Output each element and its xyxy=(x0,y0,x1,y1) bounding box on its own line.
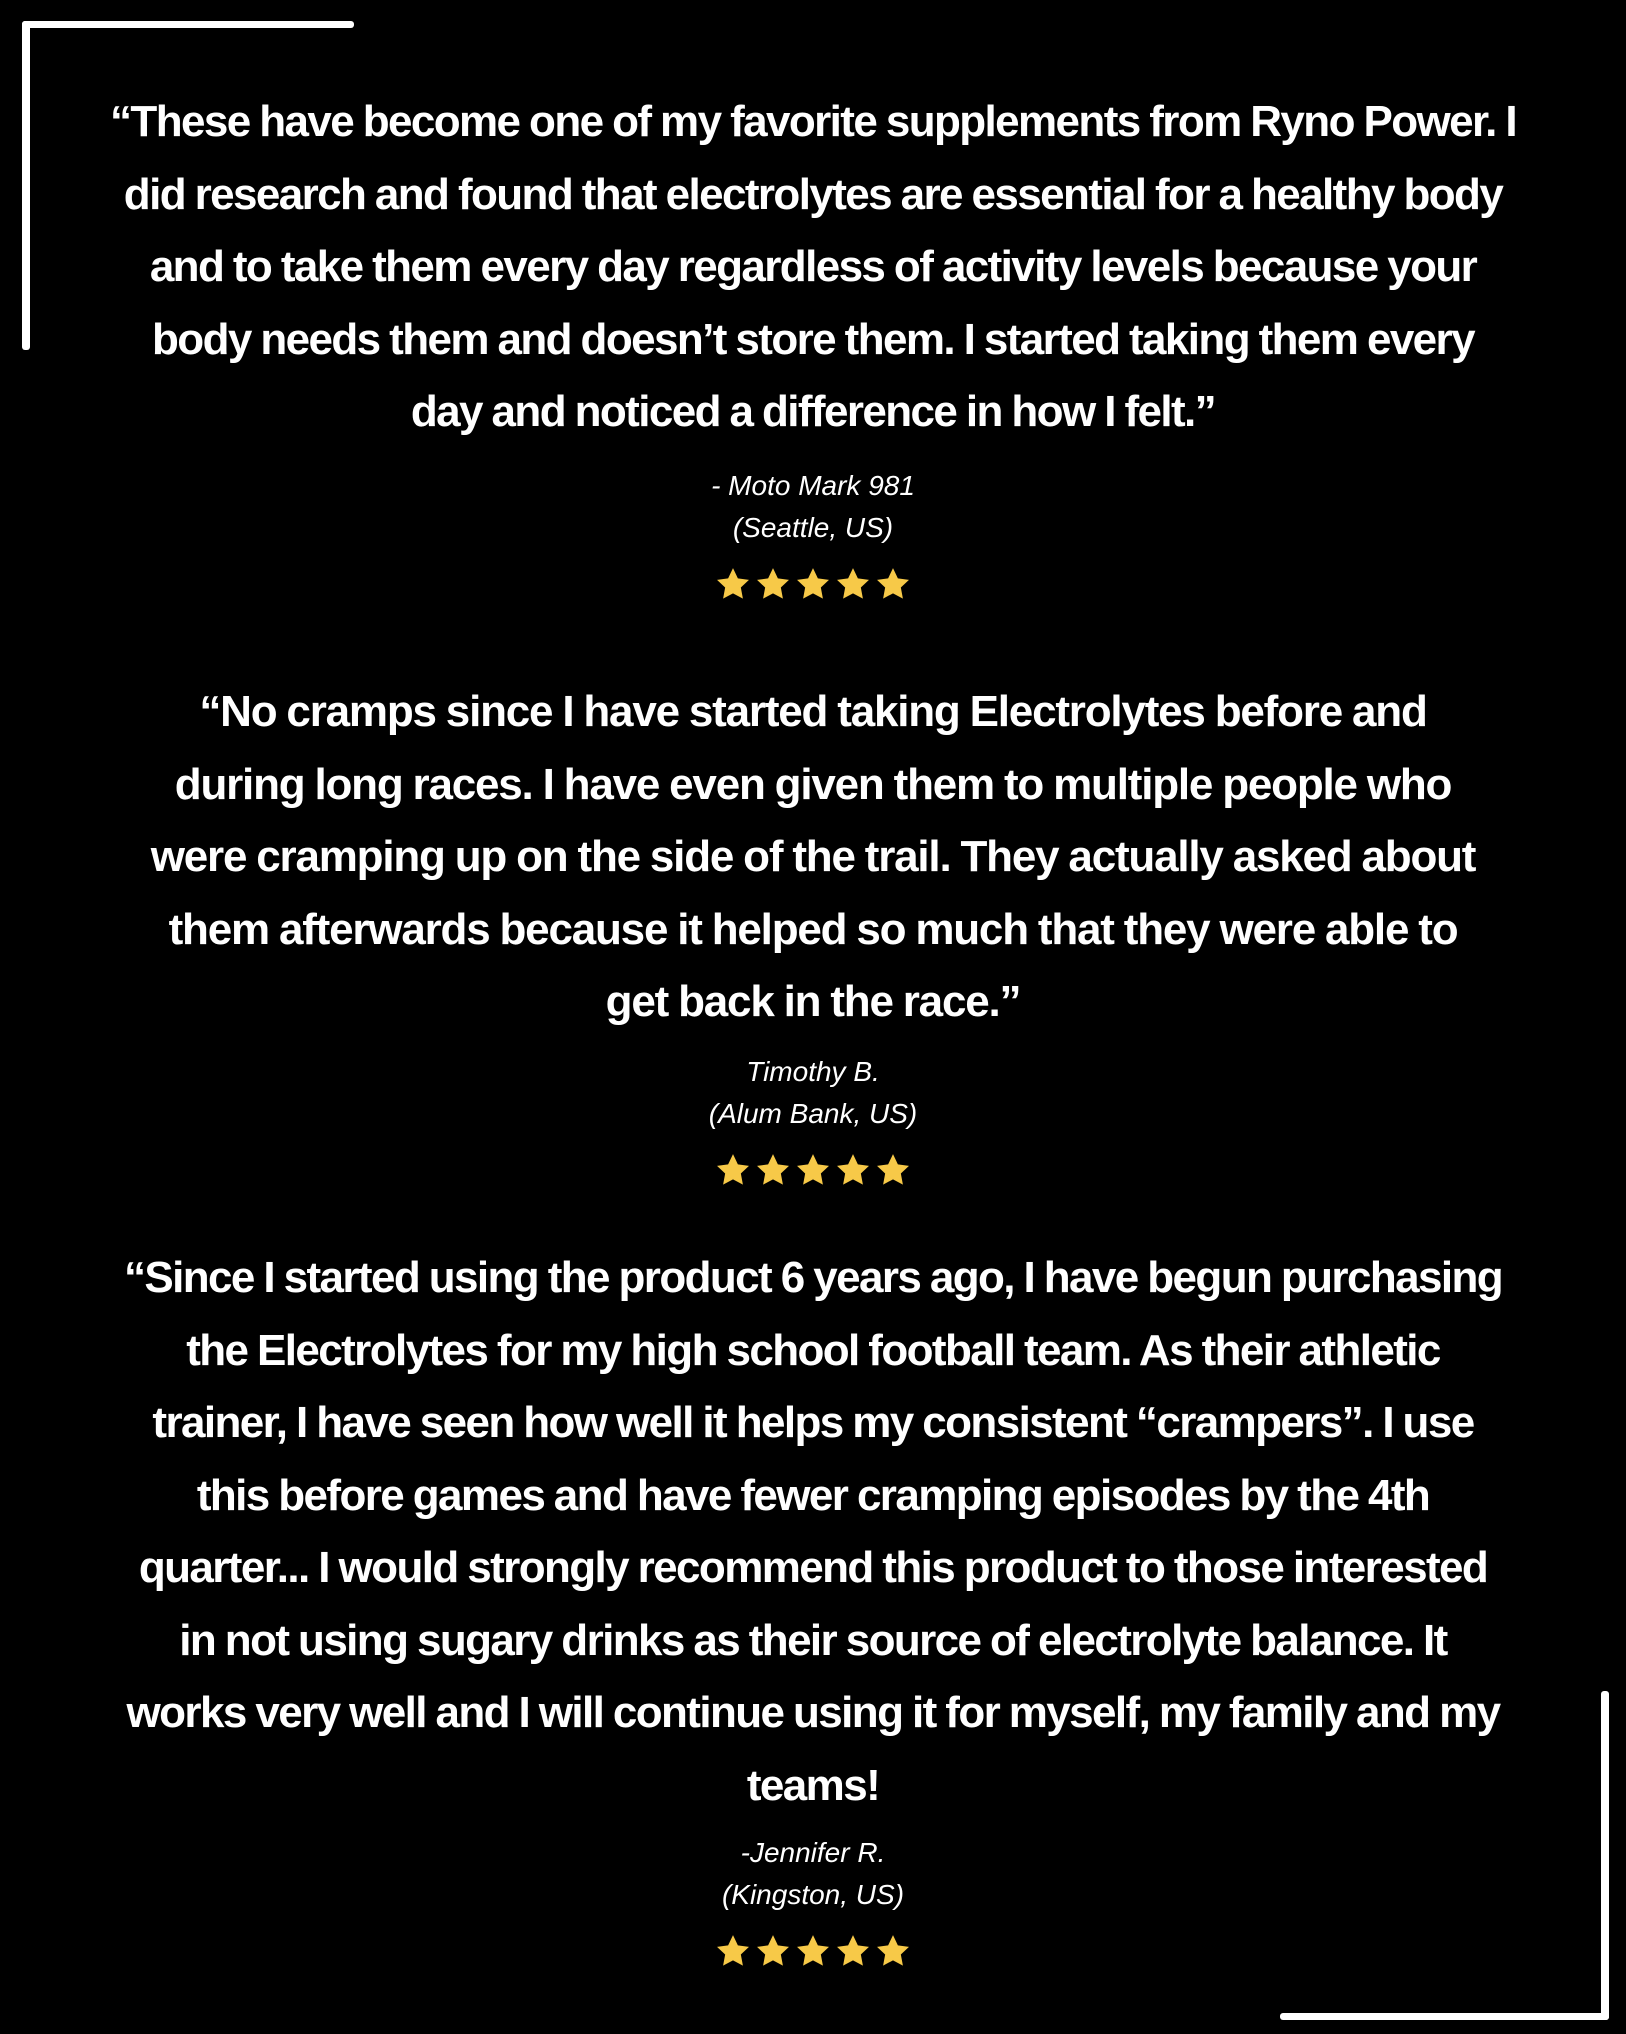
star-icon xyxy=(755,1934,791,1968)
star-icon xyxy=(875,1153,911,1187)
star-rating xyxy=(0,1934,1626,1968)
star-icon xyxy=(795,1153,831,1187)
review-quote: “These have become one of my favorite supplements from Ryno Power. I did research and found that electrolytes are essential for a healthy body and to take them every day regardless of activity levels because your body needs them and doesn’t store them. I started taking them every day and noticed a difference in how I felt.” xyxy=(110,97,1516,436)
review-author: -Jennifer R. xyxy=(740,1837,886,1868)
review-author: - Moto Mark 981 xyxy=(711,469,915,501)
star-icon xyxy=(715,1153,751,1187)
star-rating xyxy=(0,1153,1626,1187)
review-quote: “No cramps since I have started taking Electrolytes before and during long races. I have even given them to multiple people who were cramping up on the side of the trail. They actually asked about them afterwards because it helped so much that they were able to get back in the race.” xyxy=(150,687,1476,1026)
review-author: Timothy B. xyxy=(746,1055,880,1087)
top-left-bracket-horizontal xyxy=(22,21,354,28)
star-icon xyxy=(835,1153,871,1187)
review-attribution xyxy=(0,1051,1626,1135)
star-icon xyxy=(715,567,751,601)
review-card xyxy=(0,676,1626,1187)
review-attribution xyxy=(0,465,1626,549)
star-icon xyxy=(755,567,791,601)
star-icon xyxy=(835,567,871,601)
review-attribution xyxy=(0,1832,1626,1916)
review-card xyxy=(0,86,1626,601)
star-icon xyxy=(795,1934,831,1968)
review-location: (Seattle, US) xyxy=(732,511,894,543)
review-location: (Alum Bank, US) xyxy=(708,1097,918,1129)
star-icon xyxy=(835,1934,871,1968)
review-card xyxy=(0,1242,1626,1968)
review-location: (Kingston, US) xyxy=(721,1879,905,1910)
star-icon xyxy=(875,567,911,601)
star-icon xyxy=(795,567,831,601)
review-quote: “Since I started using the product 6 years ago, I have begun purchasing the Electrolytes for my high school football team. As their athletic trainer, I have seen how well it helps my consistent “crampers”. I use this before games and have fewer cramping episodes by the 4th quarter... I would strongly recommend this product to those interested in not using sugary drinks as their source of electrolyte balance. It works very well and I will continue using it for myself, my family and my teams! xyxy=(123,1253,1503,1810)
star-icon xyxy=(875,1934,911,1968)
star-rating xyxy=(0,567,1626,601)
bottom-right-bracket-horizontal xyxy=(1280,2013,1609,2020)
star-icon xyxy=(715,1934,751,1968)
star-icon xyxy=(755,1153,791,1187)
